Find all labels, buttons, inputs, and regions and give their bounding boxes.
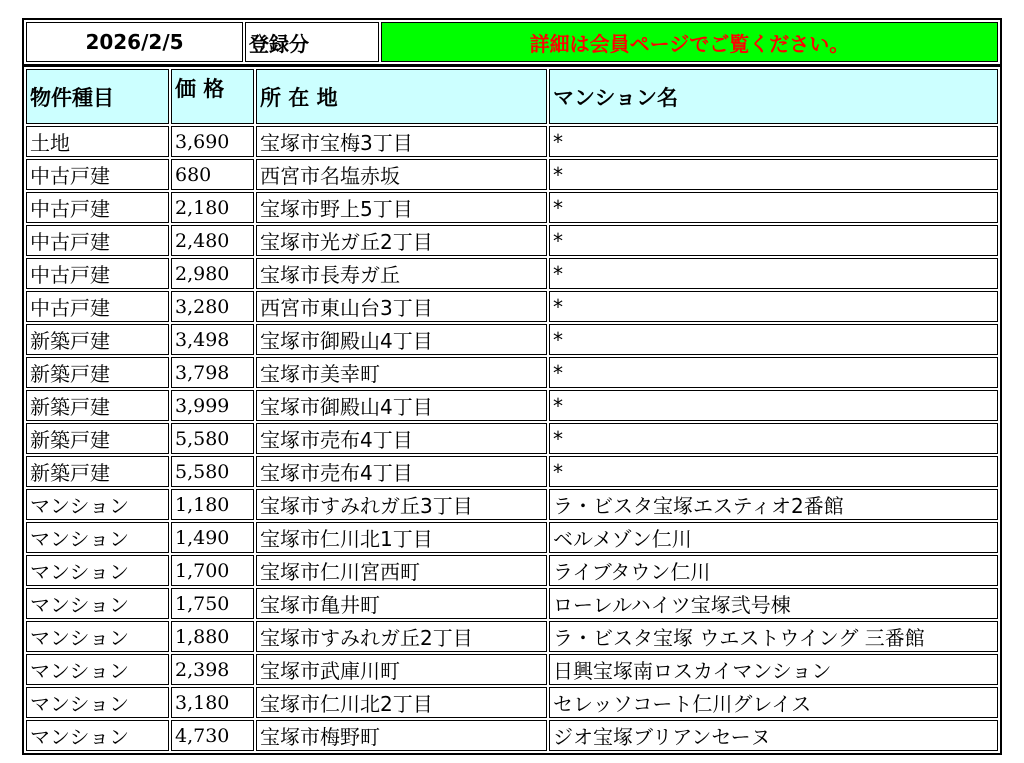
cell-price: 5,580 [171, 456, 254, 487]
cell-price: 3,690 [171, 126, 254, 157]
cell-location: 西宮市東山台3丁目 [256, 291, 547, 322]
cell-property-type: 新築戸建 [26, 456, 169, 487]
cell-location: 宝塚市御殿山4丁目 [256, 324, 547, 355]
cell-property-type: マンション [26, 654, 169, 685]
cell-price: 3,999 [171, 390, 254, 421]
column-header-price: 価 格 [171, 69, 254, 124]
cell-price: 2,398 [171, 654, 254, 685]
cell-property-type: 中古戸建 [26, 291, 169, 322]
cell-price: 1,180 [171, 489, 254, 520]
cell-mansion-name: 日興宝塚南ロスカイマンション [549, 654, 998, 685]
cell-price: 2,480 [171, 225, 254, 256]
registration-date: 2026/2/5 [26, 22, 243, 62]
cell-location: 宝塚市仁川北2丁目 [256, 687, 547, 718]
table-row [26, 489, 998, 520]
cell-price: 4,730 [171, 720, 254, 751]
cell-property-type: 中古戸建 [26, 258, 169, 289]
cell-property-type: マンション [26, 555, 169, 586]
cell-location: 宝塚市美幸町 [256, 357, 547, 388]
cell-mansion-name: * [549, 258, 998, 289]
cell-mansion-name: * [549, 291, 998, 322]
cell-location: 宝塚市すみれガ丘3丁目 [256, 489, 547, 520]
cell-mansion-name: ベルメゾン仁川 [549, 522, 998, 553]
column-header-row [26, 69, 998, 124]
cell-price: 2,180 [171, 192, 254, 223]
cell-price: 5,580 [171, 423, 254, 454]
cell-property-type: 新築戸建 [26, 324, 169, 355]
cell-property-type: 土地 [26, 126, 169, 157]
cell-location: 宝塚市亀井町 [256, 588, 547, 619]
cell-mansion-name: ラ・ビスタ宝塚 ウエストウイング 三番館 [549, 621, 998, 652]
cell-mansion-name: * [549, 126, 998, 157]
cell-mansion-name: ジオ宝塚ブリアンセーヌ [549, 720, 998, 751]
table-row [26, 126, 998, 157]
cell-property-type: マンション [26, 489, 169, 520]
registration-label: 登録分 [245, 22, 379, 62]
cell-price: 1,880 [171, 621, 254, 652]
cell-property-type: 新築戸建 [26, 423, 169, 454]
cell-mansion-name: ラ・ビスタ宝塚エスティオ2番館 [549, 489, 998, 520]
cell-property-type: マンション [26, 621, 169, 652]
cell-mansion-name: * [549, 192, 998, 223]
column-header-mansion-name: マンション名 [549, 69, 998, 124]
table-row [26, 192, 998, 223]
cell-property-type: マンション [26, 687, 169, 718]
cell-location: 宝塚市仁川北1丁目 [256, 522, 547, 553]
table-row [26, 225, 998, 256]
table-row [26, 456, 998, 487]
cell-price: 1,490 [171, 522, 254, 553]
table-row [26, 687, 998, 718]
cell-property-type: 中古戸建 [26, 192, 169, 223]
cell-price: 3,280 [171, 291, 254, 322]
column-header-location: 所 在 地 [256, 69, 547, 124]
cell-mansion-name: * [549, 423, 998, 454]
cell-mansion-name: * [549, 159, 998, 190]
cell-price: 2,980 [171, 258, 254, 289]
header-row [26, 22, 998, 62]
cell-price: 3,798 [171, 357, 254, 388]
member-page-notice: 詳細は会員ページでご覧ください。 [381, 22, 998, 62]
cell-location: 宝塚市武庫川町 [256, 654, 547, 685]
column-header-type: 物件種目 [26, 69, 169, 124]
cell-mansion-name: ローレルハイツ宝塚弐号棟 [549, 588, 998, 619]
cell-location: 宝塚市仁川宮西町 [256, 555, 547, 586]
cell-mansion-name: * [549, 324, 998, 355]
cell-mansion-name: * [549, 225, 998, 256]
cell-property-type: マンション [26, 588, 169, 619]
cell-price: 3,180 [171, 687, 254, 718]
cell-location: 宝塚市御殿山4丁目 [256, 390, 547, 421]
cell-location: 宝塚市梅野町 [256, 720, 547, 751]
table-row [26, 390, 998, 421]
cell-price: 3,498 [171, 324, 254, 355]
cell-price: 1,700 [171, 555, 254, 586]
cell-property-type: 中古戸建 [26, 225, 169, 256]
table-row [26, 588, 998, 619]
cell-property-type: 中古戸建 [26, 159, 169, 190]
cell-mansion-name: * [549, 456, 998, 487]
header-table [22, 18, 1002, 66]
cell-location: 宝塚市宝梅3丁目 [256, 126, 547, 157]
cell-price: 680 [171, 159, 254, 190]
cell-location: 宝塚市野上5丁目 [256, 192, 547, 223]
cell-price: 1,750 [171, 588, 254, 619]
table-row [26, 357, 998, 388]
table-body [26, 126, 998, 751]
table-row [26, 258, 998, 289]
table-row [26, 555, 998, 586]
cell-mansion-name: * [549, 390, 998, 421]
cell-property-type: マンション [26, 522, 169, 553]
table-row [26, 522, 998, 553]
table-row [26, 621, 998, 652]
table-row [26, 720, 998, 751]
table-row [26, 654, 998, 685]
cell-property-type: マンション [26, 720, 169, 751]
cell-location: 宝塚市光ガ丘2丁目 [256, 225, 547, 256]
table-row [26, 291, 998, 322]
cell-mansion-name: * [549, 357, 998, 388]
cell-location: 宝塚市長寿ガ丘 [256, 258, 547, 289]
cell-property-type: 新築戸建 [26, 390, 169, 421]
cell-location: 宝塚市売布4丁目 [256, 423, 547, 454]
cell-property-type: 新築戸建 [26, 357, 169, 388]
table-row [26, 324, 998, 355]
property-listing-table [22, 65, 1002, 755]
cell-location: 西宮市名塩赤坂 [256, 159, 547, 190]
cell-location: 宝塚市すみれガ丘2丁目 [256, 621, 547, 652]
cell-mansion-name: セレッソコート仁川グレイス [549, 687, 998, 718]
cell-mansion-name: ライブタウン仁川 [549, 555, 998, 586]
table-row [26, 159, 998, 190]
cell-location: 宝塚市売布4丁目 [256, 456, 547, 487]
table-row [26, 423, 998, 454]
